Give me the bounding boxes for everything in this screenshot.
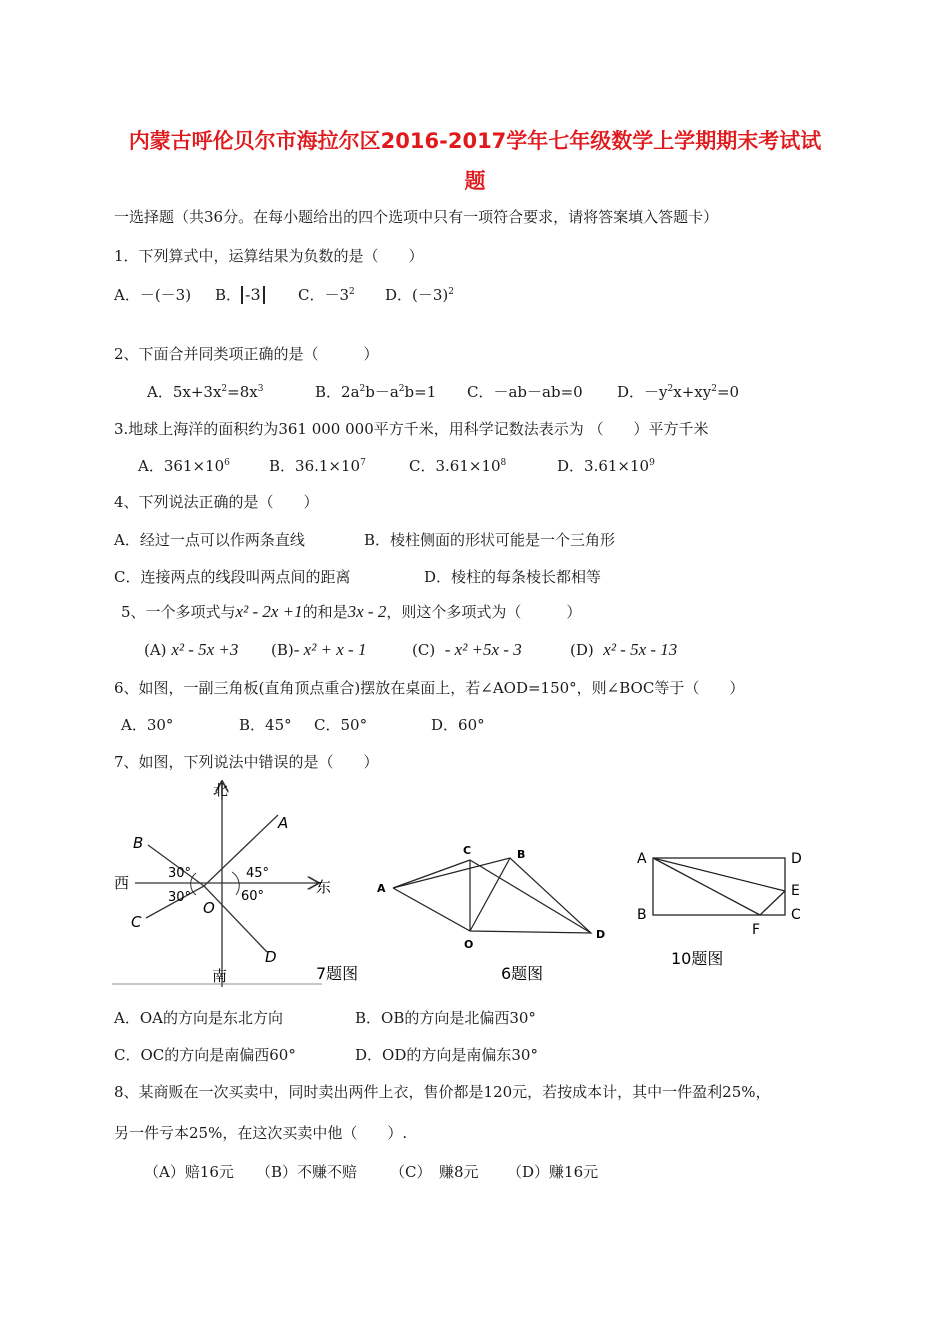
fig7-label-a: A <box>278 814 289 832</box>
q1-option-c-text: C．－3 <box>298 286 350 304</box>
q5-stem <box>121 601 581 622</box>
q3-b-text: B．36.1×10 <box>269 457 361 475</box>
q4-option-c: C．连接两点的线段叫两点间的距离 <box>114 568 351 586</box>
q5-a-expr: x² - 5x +3 <box>171 640 239 659</box>
fig7-angle-30a: 30° <box>168 866 192 881</box>
fig6-triangle-aod <box>393 858 591 933</box>
fig10-segment-af <box>653 858 760 915</box>
q3-option-b <box>269 455 366 476</box>
fig10-label-e: E <box>791 883 800 899</box>
q4-option-a: A．经过一点可以作两条直线 <box>114 531 305 549</box>
figures-area <box>0 780 950 1000</box>
q2-b-exp1: 2 <box>359 384 366 394</box>
fig6-label-b: B <box>517 848 526 861</box>
q7-option-c: C．OC的方向是南偏西60° <box>114 1046 296 1064</box>
q7-stem: 7、如图，下列说法中错误的是（ ） <box>114 753 379 771</box>
q2-a-part2: =8x <box>227 383 258 401</box>
q2-d-exp1: 2 <box>667 384 674 394</box>
q1-option-b <box>215 284 265 305</box>
q3-c-exp: 8 <box>500 458 507 468</box>
fig6-label-o: O <box>464 938 474 951</box>
q8-option-c: （C） 赚8元 <box>390 1163 479 1181</box>
q2-a-part1: A．5x+3x <box>147 383 222 401</box>
fig10-label-c: C <box>791 907 801 923</box>
fig7-east-label: 东 <box>316 878 332 896</box>
q5-stem-part2: 的和是 <box>302 603 348 621</box>
fig6-segment-ac <box>393 860 470 888</box>
fig10-label-a: A <box>637 851 647 867</box>
q5-expr2: 3x - 2 <box>347 602 387 621</box>
fig10-label-f: F <box>752 922 761 938</box>
q5-b-label: (B) <box>271 641 294 659</box>
q1-option-d-text: D．(－3) <box>385 286 449 304</box>
fig7-south-label: 南 <box>212 967 228 985</box>
fig6-segment-cd <box>470 860 591 933</box>
q8-option-b: （B）不赚不赔 <box>256 1163 358 1181</box>
q2-b-part1: B．2a <box>315 383 360 401</box>
q1-stem: 1．下列算式中，运算结果为负数的是（ ） <box>114 247 424 265</box>
page-title-line1: 内蒙古呼伦贝尔市海拉尔区2016-2017学年七年级数学上学期期末考试试 <box>128 129 822 153</box>
q6-option-d: D．60° <box>431 716 485 734</box>
q5-c-expr: - x² +5x - 3 <box>444 640 522 659</box>
q1-option-d <box>385 284 454 305</box>
q8-stem-line2: 另一件亏本25%，在这次买卖中他（ ）. <box>114 1124 408 1142</box>
q1-option-a: A．－(－3) <box>114 286 192 304</box>
fig7-angle-60: 60° <box>241 889 265 904</box>
figure-10 <box>637 851 802 968</box>
q3-a-text: A．361×10 <box>138 457 225 475</box>
q5-b-expr: - x² + x - 1 <box>293 640 367 659</box>
q3-d-exp: 9 <box>649 458 655 468</box>
q5-c-label: (C) <box>412 641 436 659</box>
fig6-segment-ob <box>470 858 510 931</box>
q3-a-exp: 6 <box>224 458 230 468</box>
fig10-caption: 10题图 <box>671 949 724 968</box>
q8-stem-line1: 8、某商贩在一次买卖中，同时卖出两件上衣，售价都是120元，若按成本计，其中一件盈利25%， <box>114 1083 771 1101</box>
q3-d-text: D．3.61×10 <box>557 457 650 475</box>
q5-option-b <box>271 640 366 660</box>
q6-option-c: C．50° <box>314 716 368 734</box>
fig7-label-d: D <box>265 948 277 966</box>
section-heading: 一选择题（共36分。在每小题给出的四个选项中只有一项符合要求，请将答案填入答题卡） <box>114 208 719 226</box>
q3-b-exp: 7 <box>360 458 366 468</box>
q3-stem: 3.地球上海洋的面积约为361 000 000平方千米，用科学记数法表示为 （ ）平方千米 <box>114 420 709 438</box>
q5-d-expr: x² - 5x - 13 <box>603 640 678 659</box>
q5-option-c <box>412 640 522 660</box>
fig7-west-label: 西 <box>114 874 130 892</box>
q2-b-part3: b=1 <box>404 383 437 401</box>
q2-option-b <box>315 381 436 402</box>
q2-option-c: C．－ab－ab=0 <box>467 383 583 401</box>
q3-option-a <box>138 455 230 476</box>
fig7-label-b: B <box>133 834 144 852</box>
fig10-segment-ae <box>653 858 785 891</box>
q6-option-a: A．30° <box>121 716 174 734</box>
fig6-label-c: C <box>463 844 472 857</box>
q1-option-d-exp: 2 <box>448 287 455 297</box>
q2-d-exp2: 2 <box>711 384 717 394</box>
q7-option-b: B．OB的方向是北偏西30° <box>355 1009 536 1027</box>
page-title-line2: 题 <box>464 169 486 193</box>
q2-b-part2: b－a <box>365 383 399 401</box>
fig10-label-b: B <box>637 907 647 923</box>
q2-d-part3: =0 <box>716 383 740 401</box>
q2-a-exp1: 2 <box>221 384 228 394</box>
q3-option-c <box>409 455 506 476</box>
q3-option-d <box>557 455 655 476</box>
fig10-label-d: D <box>791 851 802 867</box>
fig7-north-label: 北 <box>213 781 229 799</box>
figure-7 <box>112 781 358 987</box>
q6-option-b: B．45° <box>239 716 292 734</box>
q4-stem: 4、下列说法正确的是（ ） <box>114 493 319 511</box>
fig6-label-d: D <box>596 928 606 941</box>
q7-option-d: D．OD的方向是南偏东30° <box>355 1046 538 1064</box>
fig10-segment-fe <box>760 891 785 915</box>
figure-6 <box>377 844 605 983</box>
q5-expr1: x² - 2x +1 <box>235 602 303 621</box>
q2-d-part1: D．－y <box>617 383 668 401</box>
q1-abs-expr: -3 <box>241 286 265 304</box>
fig7-angle-30b: 30° <box>168 890 192 905</box>
q4-option-d: D．棱柱的每条棱长都相等 <box>424 568 602 586</box>
q2-option-d <box>617 381 739 402</box>
q2-d-part2: x+xy <box>673 383 712 401</box>
fig7-angle-45: 45° <box>246 866 270 881</box>
q5-a-label: (A) <box>144 641 167 659</box>
q3-c-text: C．3.61×10 <box>409 457 501 475</box>
fig6-label-a: A <box>377 882 386 895</box>
q1-option-b-label: B． <box>215 286 242 304</box>
q4-option-b: B．棱柱侧面的形状可能是一个三角形 <box>364 531 616 549</box>
q8-option-a: （A）赔16元 <box>144 1163 234 1181</box>
q2-b-exp2: 2 <box>398 384 405 394</box>
q1-option-c <box>298 284 355 305</box>
q6-stem: 6、如图，一副三角板(直角顶点重合)摆放在桌面上，若∠AOD=150°，则∠BOC等于（ ） <box>114 679 745 697</box>
q1-option-c-exp: 2 <box>349 287 355 297</box>
fig7-label-o: O <box>203 899 215 917</box>
fig7-caption: 7题图 <box>316 964 359 983</box>
q5-stem-part1: 5、一个多项式与 <box>121 603 236 621</box>
q2-option-a <box>147 381 263 402</box>
q5-option-d <box>570 640 677 660</box>
fig7-label-c: C <box>131 913 142 931</box>
q7-option-a: A．OA的方向是东北方向 <box>114 1009 283 1027</box>
q5-d-label: (D) <box>570 641 594 659</box>
fig6-caption: 6题图 <box>501 964 544 983</box>
q8-option-d: （D）赚16元 <box>507 1163 599 1181</box>
q2-stem: 2、下面合并同类项正确的是（ ） <box>114 345 379 363</box>
q5-stem-part3: ，则这个多项式为（ ） <box>386 603 582 621</box>
q5-option-a <box>144 640 238 660</box>
q2-a-exp2: 3 <box>257 384 264 394</box>
